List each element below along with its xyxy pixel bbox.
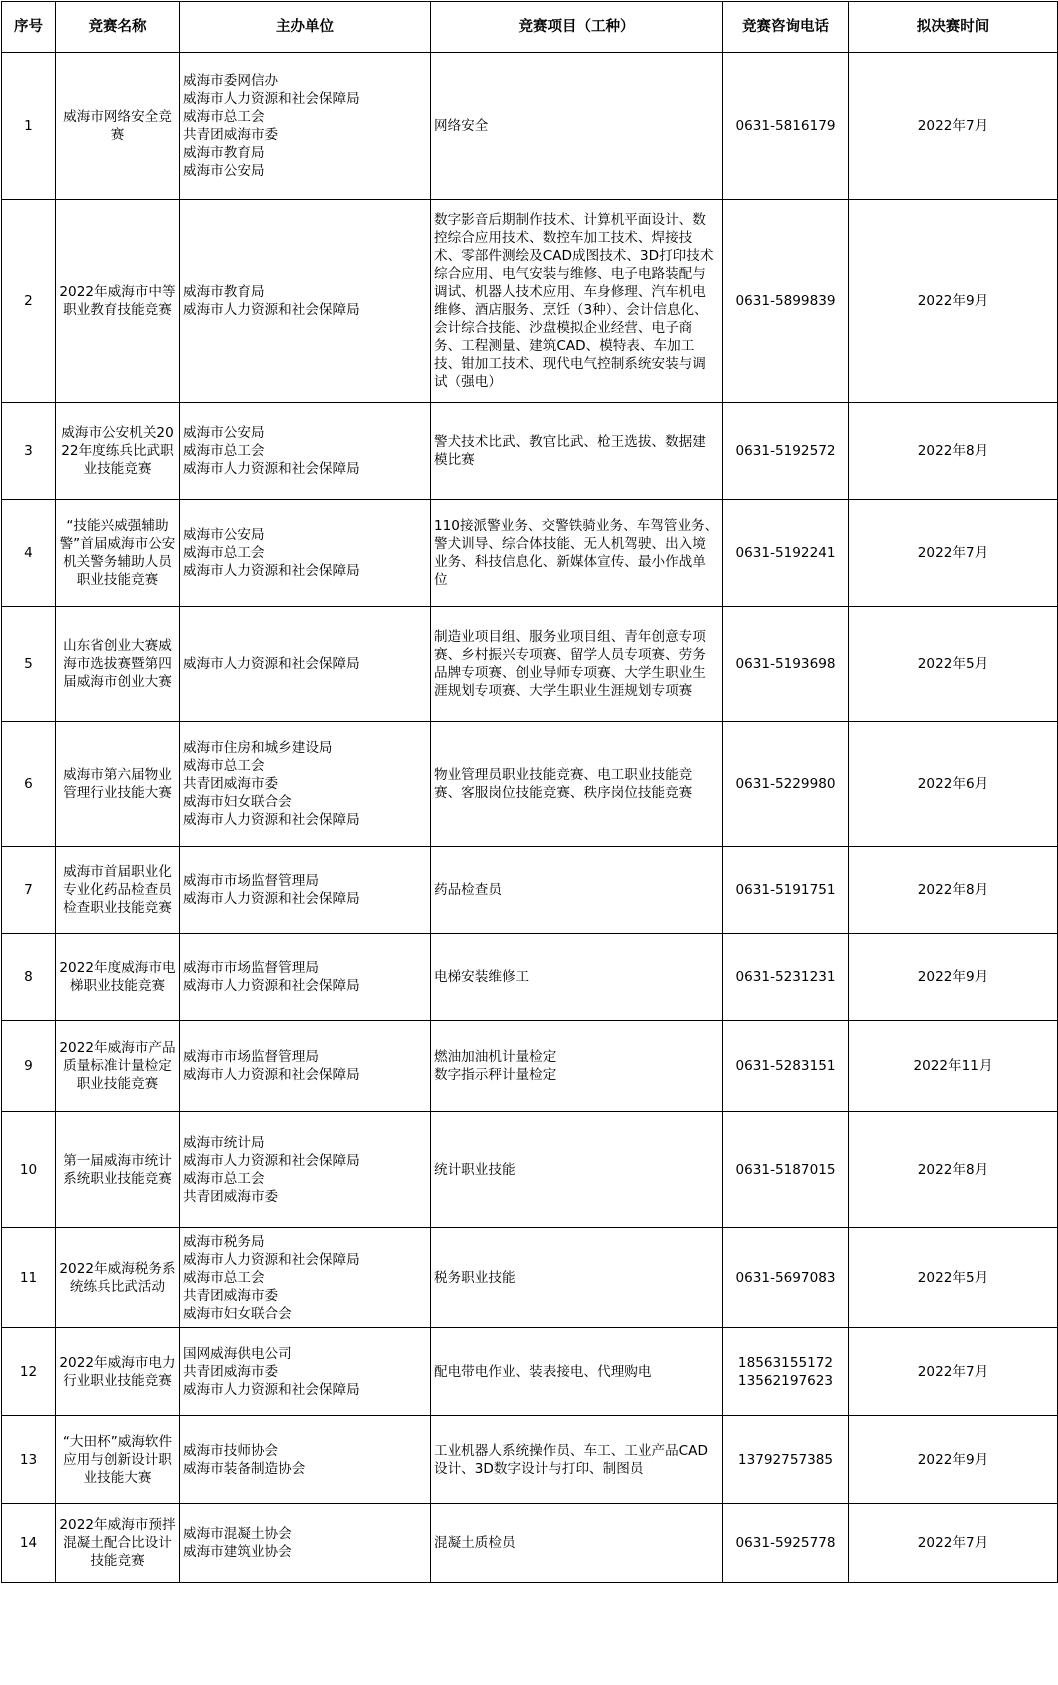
consult-phone — [723, 1328, 849, 1416]
row-number: 1 — [2, 53, 56, 200]
competition-items: 警犬技术比武、教官比武、枪王选拔、数据建模比赛 — [431, 403, 723, 500]
organizers — [180, 500, 431, 607]
organizers-line: 威海市人力资源和社会保障局 — [183, 978, 360, 994]
consult-phone-line: 13562197623 — [737, 1372, 834, 1389]
competition-name: 2022年度威海市电梯职业技能竞赛 — [56, 934, 180, 1021]
competition-items — [431, 1021, 723, 1112]
organizers-line: 威海市住房和城乡建设局 — [183, 740, 333, 756]
header-no: 序号 — [2, 2, 56, 53]
organizers-line: 共青团威海市委 — [183, 776, 279, 792]
final-time: 2022年9月 — [849, 200, 1058, 403]
organizers-line: 威海市委网信办 — [183, 73, 279, 89]
organizers-line: 威海市公安局 — [183, 163, 265, 179]
organizers-line: 威海市总工会 — [183, 1170, 265, 1187]
row-number: 2 — [2, 200, 56, 403]
organizers-line: 威海市人力资源和社会保障局 — [183, 461, 360, 477]
final-time: 2022年6月 — [849, 722, 1058, 847]
table-row — [2, 403, 1058, 500]
competition-name: “大田杯”威海软件应用与创新设计职业技能大赛 — [56, 1416, 180, 1504]
row-number: 13 — [2, 1416, 56, 1504]
organizers-line: 威海市市场监督管理局 — [183, 960, 319, 976]
consult-phone: 0631-5231231 — [723, 934, 849, 1021]
consult-phone: 0631-5899839 — [723, 200, 849, 403]
competition-name: 2022年威海市产品质量标准计量检定职业技能竞赛 — [56, 1021, 180, 1112]
organizers-line: 共青团威海市委 — [183, 1287, 279, 1304]
competition-items: 数字影音后期制作技术、计算机平面设计、数控综合应用技术、数控车加工技术、焊接技术、零部件测绘及CAD成图技术、3D打印技术综合应用、电气安装与维修、电子电路装配与调试、机器人技术应用、车身修理、汽车机电维修、酒店服务、烹饪（3种）、会计信息化、会计综合技能、沙盘模拟企业经营、电子商务、工程测量、建筑CAD、模特表、车加工技、钳加工技术、现代电气控制系统安装与调试（强电） — [431, 200, 723, 403]
row-number: 14 — [2, 1504, 56, 1583]
table-row — [2, 607, 1058, 722]
consult-phone: 0631-5816179 — [723, 53, 849, 200]
organizers — [180, 722, 431, 847]
competition-items: 工业机器人系统操作员、车工、工业产品CAD设计、3D数字设计与打印、制图员 — [431, 1416, 723, 1504]
row-number: 6 — [2, 722, 56, 847]
final-time: 2022年7月 — [849, 1504, 1058, 1583]
organizers-line: 威海市税务局 — [183, 1233, 265, 1250]
organizers-line: 威海市总工会 — [183, 443, 265, 459]
organizers-line: 威海市总工会 — [183, 1269, 265, 1286]
competition-name: 2022年威海市预拌混凝土配合比设计技能竞赛 — [56, 1504, 180, 1583]
competition-items: 税务职业技能 — [431, 1228, 723, 1328]
consult-phone: 0631-5187015 — [723, 1112, 849, 1228]
row-number: 3 — [2, 403, 56, 500]
competition-items: 混凝土质检员 — [431, 1504, 723, 1583]
organizers-line: 威海市人力资源和社会保障局 — [183, 1067, 360, 1083]
row-number: 12 — [2, 1328, 56, 1416]
organizers-line: 共青团威海市委 — [183, 127, 279, 143]
organizers — [180, 1228, 431, 1328]
organizers-line: 威海市人力资源和社会保障局 — [183, 91, 360, 107]
header-row — [2, 2, 1058, 53]
competition-items: 物业管理员职业技能竞赛、电工职业技能竞赛、客服岗位技能竞赛、秩序岗位技能竞赛 — [431, 722, 723, 847]
final-time: 2022年5月 — [849, 607, 1058, 722]
competition-name: “技能兴威强辅助警”首届威海市公安机关警务辅助人员职业技能竞赛 — [56, 500, 180, 607]
organizers — [180, 1112, 431, 1228]
organizers-line: 共青团威海市委 — [183, 1188, 279, 1205]
final-time: 2022年5月 — [849, 1228, 1058, 1328]
competition-name: 2022年威海市电力行业职业技能竞赛 — [56, 1328, 180, 1416]
competition-items-line: 燃油加油机计量检定 — [434, 1049, 557, 1065]
consult-phone: 0631-5925778 — [723, 1504, 849, 1583]
competition-items: 电梯安装维修工 — [431, 934, 723, 1021]
competition-items: 110接派警业务、交警铁骑业务、车驾管业务、警犬训导、综合体技能、无人机驾驶、出入境业务、科技信息化、新媒体宣传、最小作战单位 — [431, 500, 723, 607]
organizers-line: 威海市公安局 — [183, 425, 265, 441]
organizers-line: 威海市市场监督管理局 — [183, 873, 319, 889]
organizers-line: 威海市人力资源和社会保障局 — [183, 812, 360, 828]
row-number: 11 — [2, 1228, 56, 1328]
header-orgs: 主办单位 — [180, 2, 431, 53]
table-row — [2, 200, 1058, 403]
organizers-line: 威海市妇女联合会 — [183, 1305, 292, 1322]
table-row — [2, 53, 1058, 200]
organizers-line: 威海市人力资源和社会保障局 — [183, 302, 360, 318]
organizers-line: 国网威海供电公司 — [183, 1345, 292, 1362]
competition-name: 威海市第六届物业管理行业技能大赛 — [56, 722, 180, 847]
organizers — [180, 1021, 431, 1112]
header-name: 竞赛名称 — [56, 2, 180, 53]
table-row — [2, 1328, 1058, 1416]
organizers-line: 威海市总工会 — [183, 545, 265, 561]
competition-name: 威海市首届职业化专业化药品检查员检查职业技能竞赛 — [56, 847, 180, 934]
header-time: 拟决赛时间 — [849, 2, 1058, 53]
consult-phone: 0631-5283151 — [723, 1021, 849, 1112]
final-time: 2022年7月 — [849, 500, 1058, 607]
organizers — [180, 934, 431, 1021]
organizers — [180, 200, 431, 403]
organizers-line: 威海市人力资源和社会保障局 — [183, 563, 360, 579]
final-time: 2022年7月 — [849, 53, 1058, 200]
consult-phone: 13792757385 — [723, 1416, 849, 1504]
final-time: 2022年8月 — [849, 403, 1058, 500]
organizers-line: 威海市妇女联合会 — [183, 794, 292, 810]
competition-items: 网络安全 — [431, 53, 723, 200]
competition-name: 山东省创业大赛威海市选拔赛暨第四届威海市创业大赛 — [56, 607, 180, 722]
competition-items: 制造业项目组、服务业项目组、青年创意专项赛、乡村振兴专项赛、留学人员专项赛、劳务品牌专项赛、创业导师专项赛、大学生职业生涯规划专项赛、大学生职业生涯规划专项赛 — [431, 607, 723, 722]
table-row — [2, 934, 1058, 1021]
organizers-line: 共青团威海市委 — [183, 1363, 279, 1380]
competition-name: 2022年威海税务系统练兵比武活动 — [56, 1228, 180, 1328]
row-number: 7 — [2, 847, 56, 934]
organizers — [180, 1504, 431, 1583]
competition-items: 统计职业技能 — [431, 1112, 723, 1228]
row-number: 9 — [2, 1021, 56, 1112]
organizers-line: 威海市技师协会 — [183, 1442, 279, 1459]
organizers-line: 威海市装备制造协会 — [183, 1460, 306, 1477]
row-number: 8 — [2, 934, 56, 1021]
table-row — [2, 500, 1058, 607]
organizers — [180, 1416, 431, 1504]
final-time: 2022年11月 — [849, 1021, 1058, 1112]
competition-name: 第一届威海市统计系统职业技能竞赛 — [56, 1112, 180, 1228]
row-number: 5 — [2, 607, 56, 722]
final-time: 2022年8月 — [849, 1112, 1058, 1228]
organizers-line: 威海市人力资源和社会保障局 — [183, 1152, 360, 1169]
row-number: 4 — [2, 500, 56, 607]
competition-items-line: 数字指示秤计量检定 — [434, 1067, 557, 1083]
final-time: 2022年9月 — [849, 1416, 1058, 1504]
organizers-line: 威海市人力资源和社会保障局 — [183, 656, 360, 672]
competition-name: 威海市网络安全竞赛 — [56, 53, 180, 200]
table-row — [2, 1504, 1058, 1583]
organizers-line: 威海市建筑业协会 — [183, 1544, 292, 1560]
consult-phone: 0631-5191751 — [723, 847, 849, 934]
organizers — [180, 1328, 431, 1416]
competition-items: 药品检查员 — [431, 847, 723, 934]
header-phone: 竞赛咨询电话 — [723, 2, 849, 53]
consult-phone: 0631-5193698 — [723, 607, 849, 722]
organizers-line: 威海市教育局 — [183, 145, 265, 161]
consult-phone: 0631-5192572 — [723, 403, 849, 500]
table-row — [2, 1416, 1058, 1504]
organizers-line: 威海市市场监督管理局 — [183, 1049, 319, 1065]
organizers-line: 威海市人力资源和社会保障局 — [183, 1381, 360, 1398]
organizers — [180, 847, 431, 934]
final-time: 2022年9月 — [849, 934, 1058, 1021]
consult-phone: 0631-5697083 — [723, 1228, 849, 1328]
organizers-line: 威海市总工会 — [183, 758, 265, 774]
consult-phone: 0631-5229980 — [723, 722, 849, 847]
competition-name: 2022年威海市中等职业教育技能竞赛 — [56, 200, 180, 403]
organizers-line: 威海市统计局 — [183, 1134, 265, 1151]
competition-table — [1, 1, 1058, 1583]
organizers — [180, 53, 431, 200]
table-row — [2, 1228, 1058, 1328]
consult-phone: 0631-5192241 — [723, 500, 849, 607]
final-time: 2022年7月 — [849, 1328, 1058, 1416]
competition-items: 配电带电作业、装表接电、代理购电 — [431, 1328, 723, 1416]
consult-phone-line: 18563155172 — [737, 1354, 834, 1371]
organizers — [180, 607, 431, 722]
header-items: 竞赛项目（工种） — [431, 2, 723, 53]
organizers-line: 威海市人力资源和社会保障局 — [183, 1251, 360, 1268]
organizers-line: 威海市混凝土协会 — [183, 1526, 292, 1542]
table-row — [2, 722, 1058, 847]
organizers-line: 威海市教育局 — [183, 284, 265, 300]
organizers-line: 威海市公安局 — [183, 527, 265, 543]
row-number: 10 — [2, 1112, 56, 1228]
table-row — [2, 1021, 1058, 1112]
final-time: 2022年8月 — [849, 847, 1058, 934]
table-row — [2, 1112, 1058, 1228]
organizers-line: 威海市总工会 — [183, 109, 265, 125]
competition-name: 威海市公安机关2022年度练兵比武职业技能竞赛 — [56, 403, 180, 500]
organizers-line: 威海市人力资源和社会保障局 — [183, 891, 360, 907]
table-row — [2, 847, 1058, 934]
organizers — [180, 403, 431, 500]
